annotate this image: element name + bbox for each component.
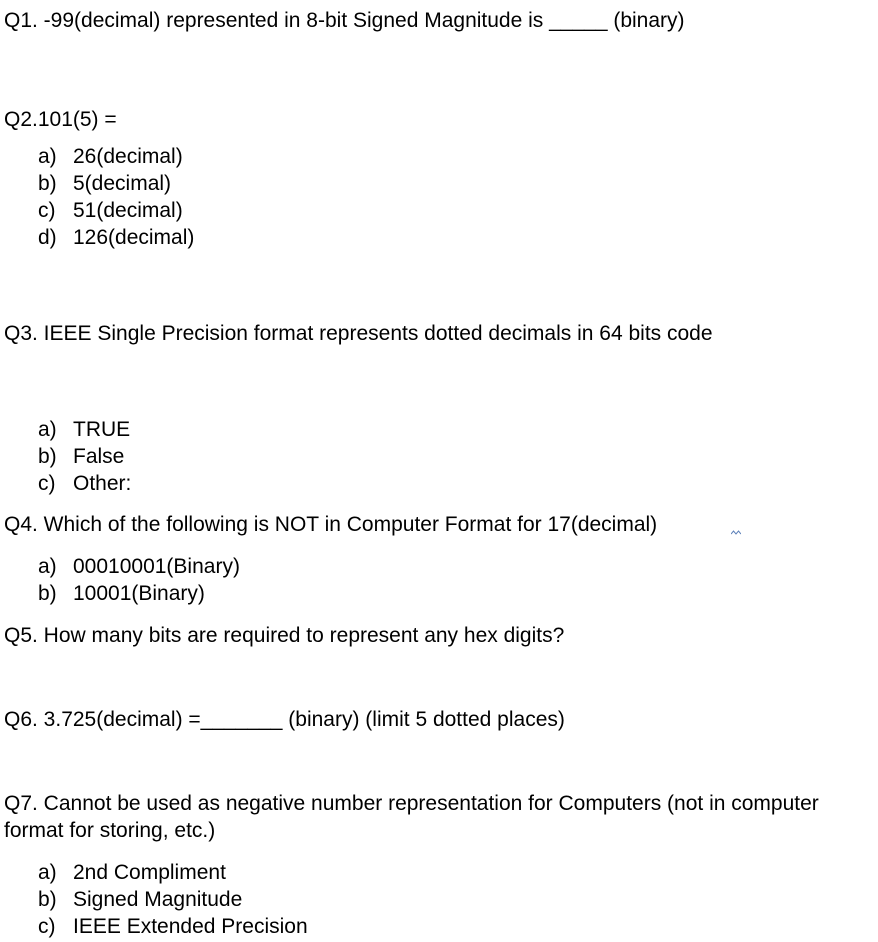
option-b: b) 5(decimal)	[38, 172, 172, 195]
option-a: a) 00010001(Binary)	[38, 555, 240, 578]
option-c: c) Other:	[38, 472, 132, 495]
question-5-text: Q5. How many bits are required to represent any hex digits?	[4, 624, 565, 647]
question-3-options	[38, 416, 131, 497]
question-2-text: Q2.101(5) =	[4, 108, 117, 131]
question-1-text: Q1. -99(decimal) represented in 8-bit Signed Magnitude is _____ (binary)	[4, 9, 685, 32]
option-b: b) Signed Magnitude	[38, 888, 243, 911]
option-a: a) 26(decimal)	[38, 145, 183, 168]
option-a: a) 2nd Compliment	[38, 861, 226, 884]
question-7-text: Q7. Cannot be used as negative number representation for Computers (not in computer format for storing, etc.)	[4, 792, 819, 842]
question-7-options	[38, 859, 308, 940]
option-a: a) TRUE	[38, 418, 131, 441]
option-c: c) 51(decimal)	[38, 199, 183, 222]
question-4-options	[38, 553, 240, 607]
option-c: c) IEEE Extended Precision	[38, 915, 308, 938]
option-b: b) False	[38, 445, 125, 468]
question-3-text: Q3. IEEE Single Precision format represents dotted decimals in 64 bits code	[4, 322, 713, 345]
option-d: d) 126(decimal)	[38, 226, 195, 249]
option-b: b) 10001(Binary)	[38, 582, 205, 605]
question-2-options	[38, 143, 194, 251]
question-4-text: Q4. Which of the following is NOT in Computer Format for 17(decimal)	[4, 513, 658, 536]
question-6-text: Q6. 3.725(decimal) =_______ (binary) (limit 5 dotted places)	[4, 708, 565, 731]
spellcheck-squiggle-icon	[731, 530, 741, 536]
